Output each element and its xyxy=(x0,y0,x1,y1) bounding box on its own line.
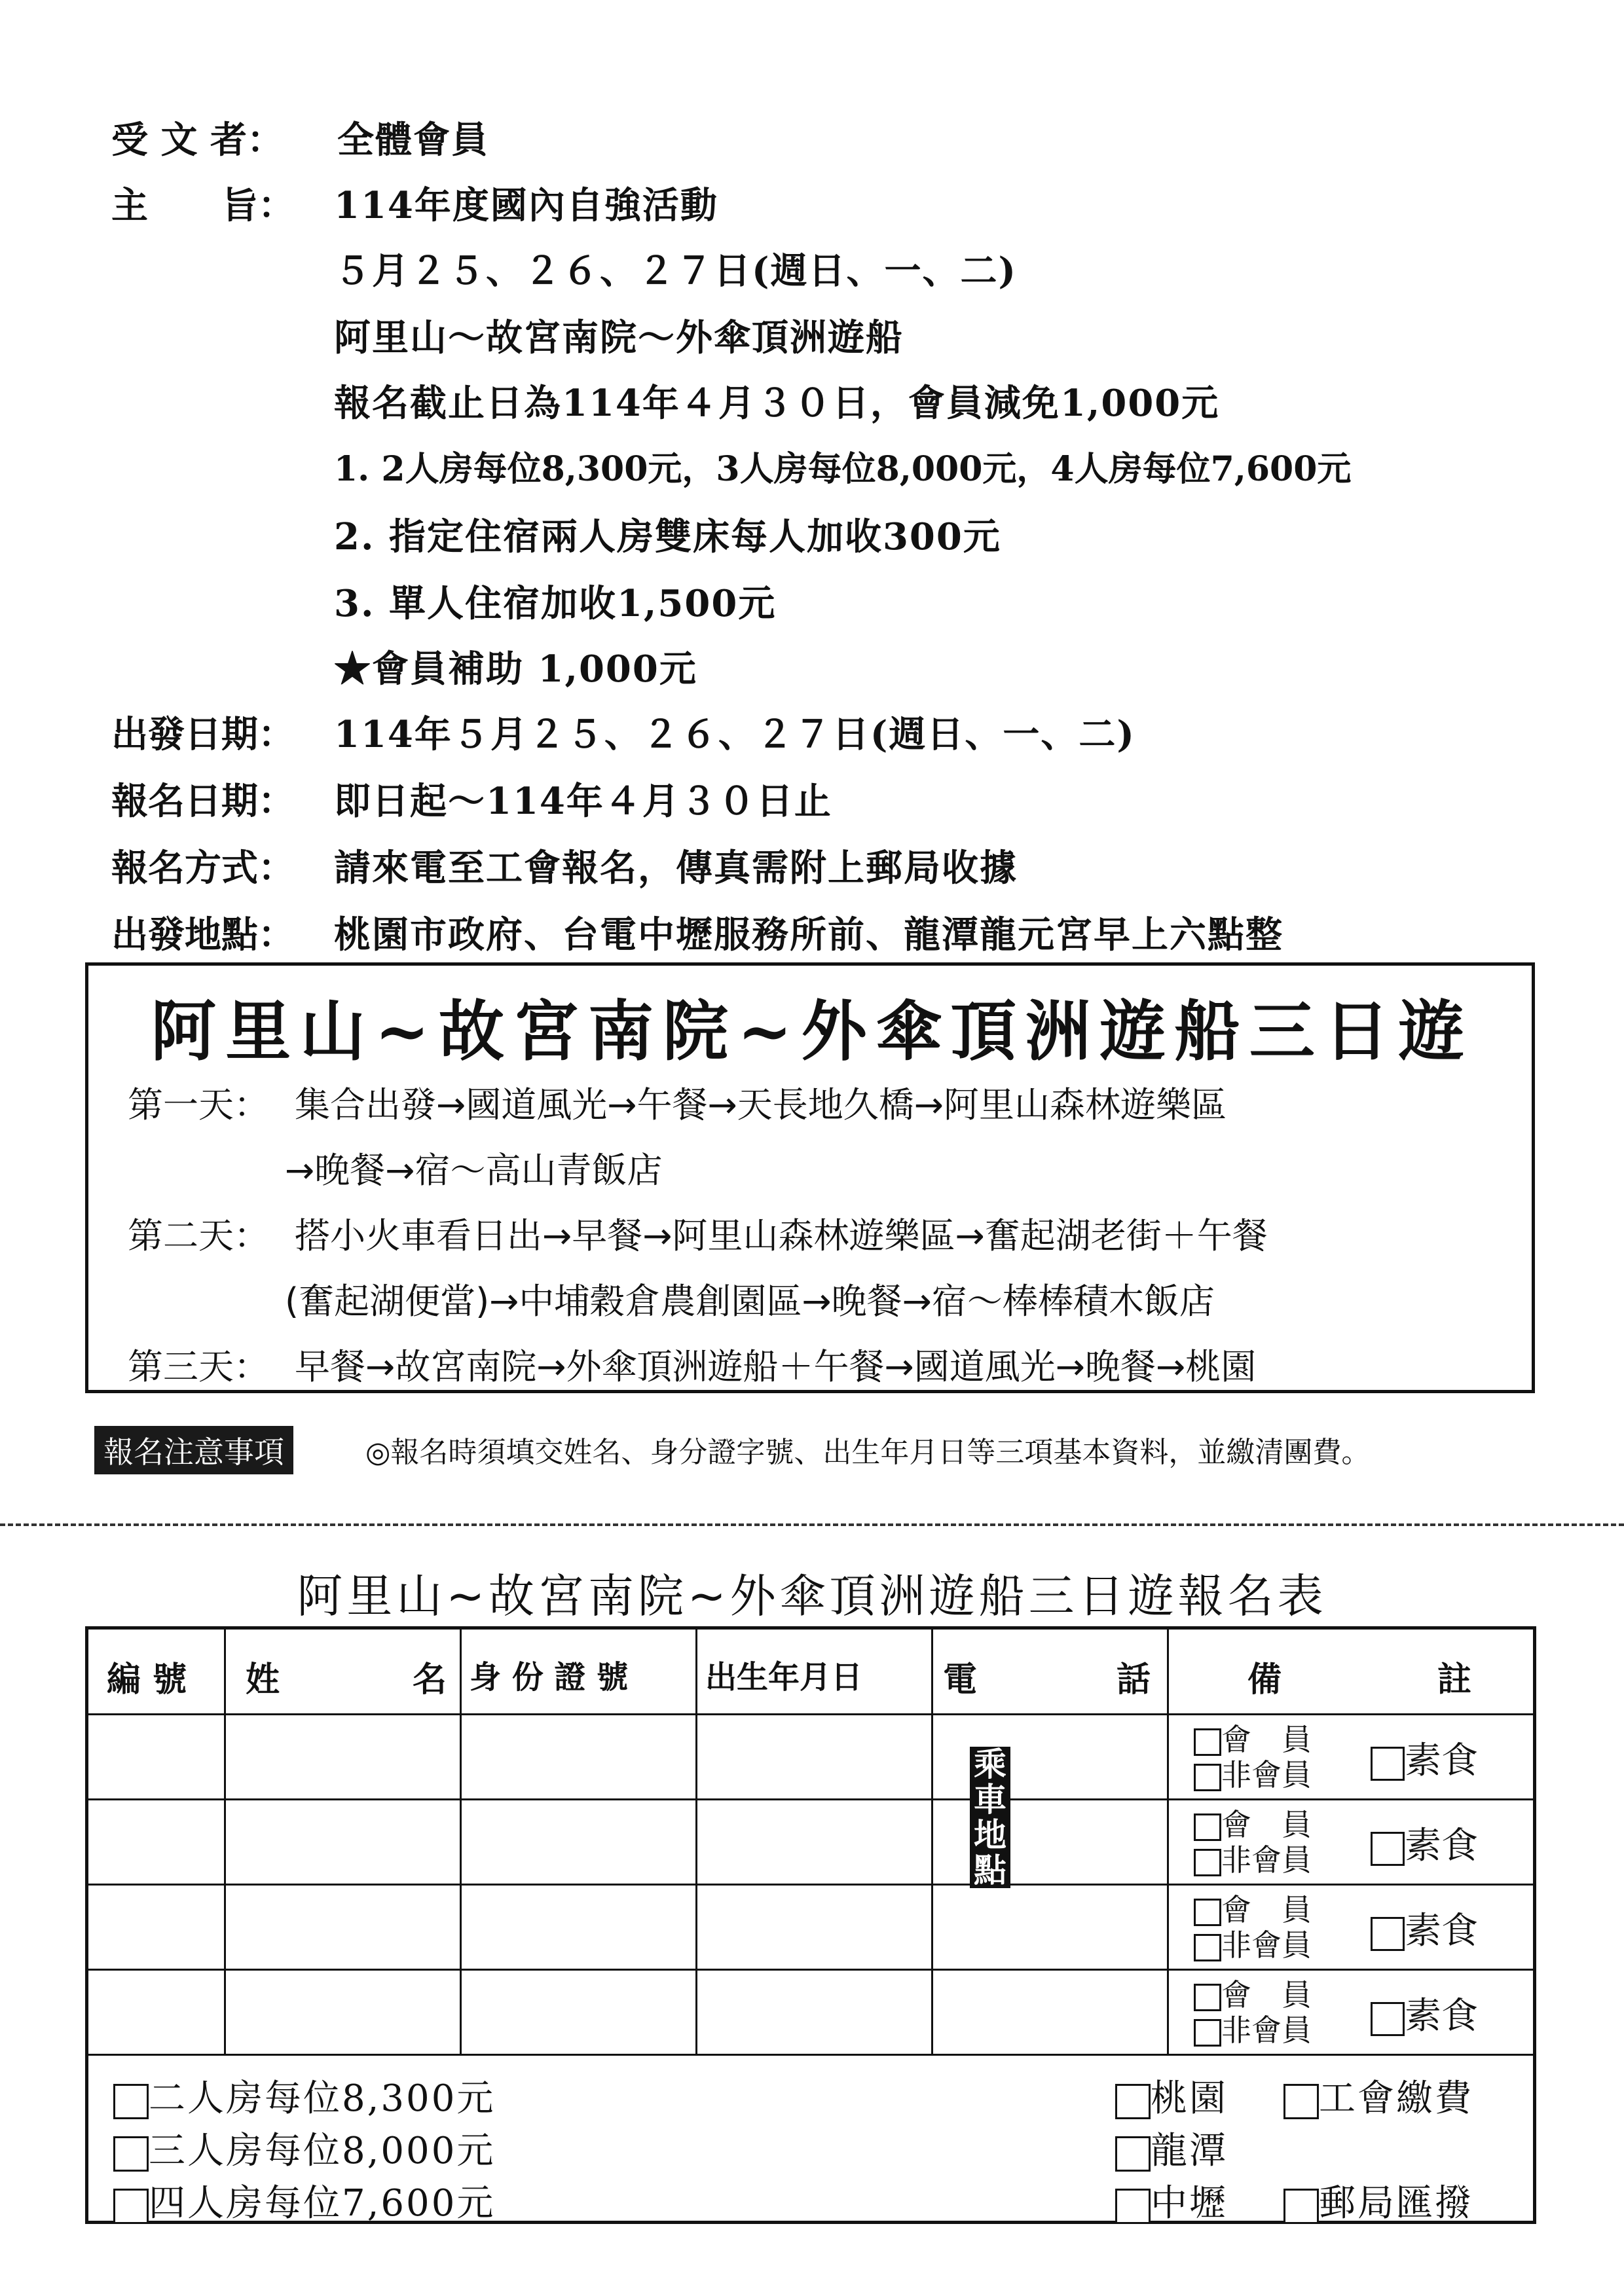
day-1-line-1: 集合出發→國道風光→午餐→天長地久橋→阿里山森林遊樂區 xyxy=(295,1084,1227,1125)
cut-line xyxy=(0,1523,1624,1526)
signup-form xyxy=(85,1626,1536,2224)
header-birth: 出生年月日 xyxy=(705,1659,863,1696)
payment-union-label: 工會繳費 xyxy=(1319,2077,1473,2120)
member-checkbox[interactable] xyxy=(1194,1813,1221,1841)
day-2-label: 第二天： xyxy=(128,1215,269,1256)
room-4p-checkbox[interactable] xyxy=(113,2189,149,2224)
room-4p-label: 四人房每位7,600元 xyxy=(149,2182,496,2225)
col-rule-1 xyxy=(224,1630,226,2055)
day-1-label: 第一天： xyxy=(128,1084,269,1125)
day-1-line-2: →晚餐→宿～高山青飯店 xyxy=(285,1150,663,1191)
member-checkbox[interactable] xyxy=(1194,1899,1221,1926)
room-2p-label: 二人房每位8,300元 xyxy=(149,2077,496,2120)
boarding-longtan-label: 龍潭 xyxy=(1151,2130,1228,2172)
subject-line-7: 3. 單人住宿加收1,500元 xyxy=(334,582,777,625)
room-2p-checkbox[interactable] xyxy=(113,2084,149,2119)
non-member-label: 非會員 xyxy=(1221,1757,1312,1793)
itinerary-title: 阿里山~故宮南院~外傘頂洲遊船三日遊 xyxy=(151,993,1473,1070)
header-name-b: 名 xyxy=(413,1660,447,1700)
header-no: 編 號 xyxy=(107,1660,187,1700)
non-member-label: 非會員 xyxy=(1221,1927,1312,1963)
veg-label: 素食 xyxy=(1405,1825,1478,1867)
header-remark-a: 備 xyxy=(1247,1660,1282,1700)
signup-date-value: 即日起～114年４月３０日止 xyxy=(334,780,832,823)
member-label: 會 員 xyxy=(1221,1892,1312,1927)
non-member-option[interactable] xyxy=(1194,1843,1312,1877)
member-option[interactable] xyxy=(1194,1978,1312,2012)
itinerary-box xyxy=(85,962,1535,1393)
rule-row-2 xyxy=(88,1884,1533,1886)
member-label: 會 員 xyxy=(1221,1722,1312,1757)
member-option[interactable] xyxy=(1194,1893,1312,1927)
boarding-tag: 乘車地點 xyxy=(970,1747,1010,1888)
signup-method-label: 報名方式： xyxy=(111,847,295,890)
non-member-option[interactable] xyxy=(1194,1928,1312,1962)
non-member-checkbox[interactable] xyxy=(1194,1934,1221,1961)
payment-postal-checkbox[interactable] xyxy=(1283,2189,1319,2224)
veg-option[interactable] xyxy=(1371,1902,1478,1954)
room-option-4p[interactable] xyxy=(113,2174,495,2227)
subject-line-5: 1. 2人房每位8,300元，3人房每位8,000元，4人房每位7,600元 xyxy=(334,449,1352,489)
col-rule-2 xyxy=(460,1630,462,2055)
boarding-option-zhongli[interactable] xyxy=(1115,2174,1228,2227)
subject-line-1: 114年度國內自強活動 xyxy=(334,184,718,227)
payment-postal-label: 郵局匯撥 xyxy=(1319,2182,1473,2225)
recipient-label: 受 文 者： xyxy=(111,118,284,162)
payment-union-checkbox[interactable] xyxy=(1283,2084,1319,2119)
subject-label: 主 旨： xyxy=(111,184,295,227)
payment-option-union[interactable] xyxy=(1283,2069,1473,2122)
veg-checkbox[interactable] xyxy=(1371,2002,1405,2036)
member-option[interactable] xyxy=(1194,1808,1312,1842)
boarding-longtan-checkbox[interactable] xyxy=(1115,2136,1151,2172)
non-member-checkbox[interactable] xyxy=(1194,1849,1221,1876)
col-rule-5 xyxy=(1167,1630,1169,2055)
depart-place-label: 出發地點： xyxy=(111,913,295,957)
boarding-option-longtan[interactable] xyxy=(1115,2122,1228,2174)
subject-line-6: 2. 指定住宿兩人房雙床每人加收300元 xyxy=(334,515,1001,558)
notice-tag: 報名注意事項 xyxy=(94,1426,293,1474)
room-option-3p[interactable] xyxy=(113,2122,495,2174)
rule-header xyxy=(88,1713,1533,1715)
depart-date-value: 114年５月２５、２６、２７日(週日、一、二) xyxy=(334,713,1135,756)
boarding-taoyuan-label: 桃園 xyxy=(1151,2077,1228,2120)
boarding-zhongli-label: 中壢 xyxy=(1151,2182,1228,2225)
header-phone-b: 話 xyxy=(1116,1660,1151,1700)
header-name-a: 姓 xyxy=(246,1660,280,1700)
veg-option[interactable] xyxy=(1371,1817,1478,1869)
room-3p-label: 三人房每位8,000元 xyxy=(149,2130,496,2172)
non-member-option[interactable] xyxy=(1194,1758,1312,1792)
member-option[interactable] xyxy=(1194,1722,1312,1757)
veg-label: 素食 xyxy=(1405,1995,1478,2037)
day-3-label: 第三天： xyxy=(128,1346,269,1387)
member-checkbox[interactable] xyxy=(1194,1984,1221,2011)
header-remark-b: 註 xyxy=(1437,1660,1472,1700)
recipient-value: 全體會員 xyxy=(337,118,489,162)
non-member-label: 非會員 xyxy=(1221,2013,1312,2048)
non-member-option[interactable] xyxy=(1194,2013,1312,2047)
header-phone-a: 電 xyxy=(943,1660,978,1700)
subject-line-8: ★會員補助 1,000元 xyxy=(334,647,697,691)
non-member-checkbox[interactable] xyxy=(1194,1764,1221,1791)
col-rule-4 xyxy=(931,1630,933,2055)
form-title: 阿里山~故宮南院~外傘頂洲遊船三日遊報名表 xyxy=(297,1569,1327,1623)
member-label: 會 員 xyxy=(1221,1807,1312,1842)
day-2-line-2: (奮起湖便當)→中埔穀倉農創園區→晚餐→宿～棒棒積木飯店 xyxy=(285,1281,1215,1322)
signup-date-label: 報名日期： xyxy=(111,780,295,823)
depart-date-label: 出發日期： xyxy=(111,713,295,756)
veg-option[interactable] xyxy=(1371,1987,1478,2039)
veg-checkbox[interactable] xyxy=(1371,1832,1405,1866)
subject-line-2: ５月２５、２６、２７日(週日、一、二) xyxy=(334,249,1017,293)
boarding-option-taoyuan[interactable] xyxy=(1115,2069,1228,2122)
member-checkbox[interactable] xyxy=(1194,1728,1221,1756)
veg-checkbox[interactable] xyxy=(1371,1747,1405,1781)
subject-line-3: 阿里山～故宮南院～外傘頂洲遊船 xyxy=(334,316,904,359)
rule-row-1 xyxy=(88,1798,1533,1800)
room-option-2p[interactable] xyxy=(113,2069,495,2122)
subject-line-4: 報名截止日為114年４月３０日，會員減免1,000元 xyxy=(334,382,1220,425)
notice-text: ◎報名時須填交姓名、身分證字號、出生年月日等三項基本資料，並繳清團費。 xyxy=(365,1436,1371,1469)
depart-place-value: 桃園市政府、台電中壢服務所前、龍潭龍元宮早上六點整 xyxy=(334,913,1283,957)
rule-row-4 xyxy=(88,2054,1533,2056)
day-3-line-1: 早餐→故宮南院→外傘頂洲遊船＋午餐→國道風光→晚餐→桃園 xyxy=(295,1346,1257,1387)
veg-label: 素食 xyxy=(1405,1740,1478,1782)
member-label: 會 員 xyxy=(1221,1977,1312,2013)
veg-checkbox[interactable] xyxy=(1371,1917,1405,1951)
boarding-taoyuan-checkbox[interactable] xyxy=(1115,2084,1151,2119)
room-3p-checkbox[interactable] xyxy=(113,2136,149,2172)
signup-method-value: 請來電至工會報名，傳真需附上郵局收據 xyxy=(334,847,1018,890)
non-member-checkbox[interactable] xyxy=(1194,2019,1221,2047)
non-member-label: 非會員 xyxy=(1221,1842,1312,1878)
veg-option[interactable] xyxy=(1371,1732,1478,1784)
rule-row-3 xyxy=(88,1969,1533,1971)
header-id: 身 份 證 號 xyxy=(470,1659,629,1696)
boarding-zhongli-checkbox[interactable] xyxy=(1115,2189,1151,2224)
payment-option-postal[interactable] xyxy=(1283,2174,1473,2227)
col-rule-3 xyxy=(695,1630,697,2055)
veg-label: 素食 xyxy=(1405,1910,1478,1952)
day-2-line-1: 搭小火車看日出→早餐→阿里山森林遊樂區→奮起湖老街＋午餐 xyxy=(295,1215,1268,1256)
